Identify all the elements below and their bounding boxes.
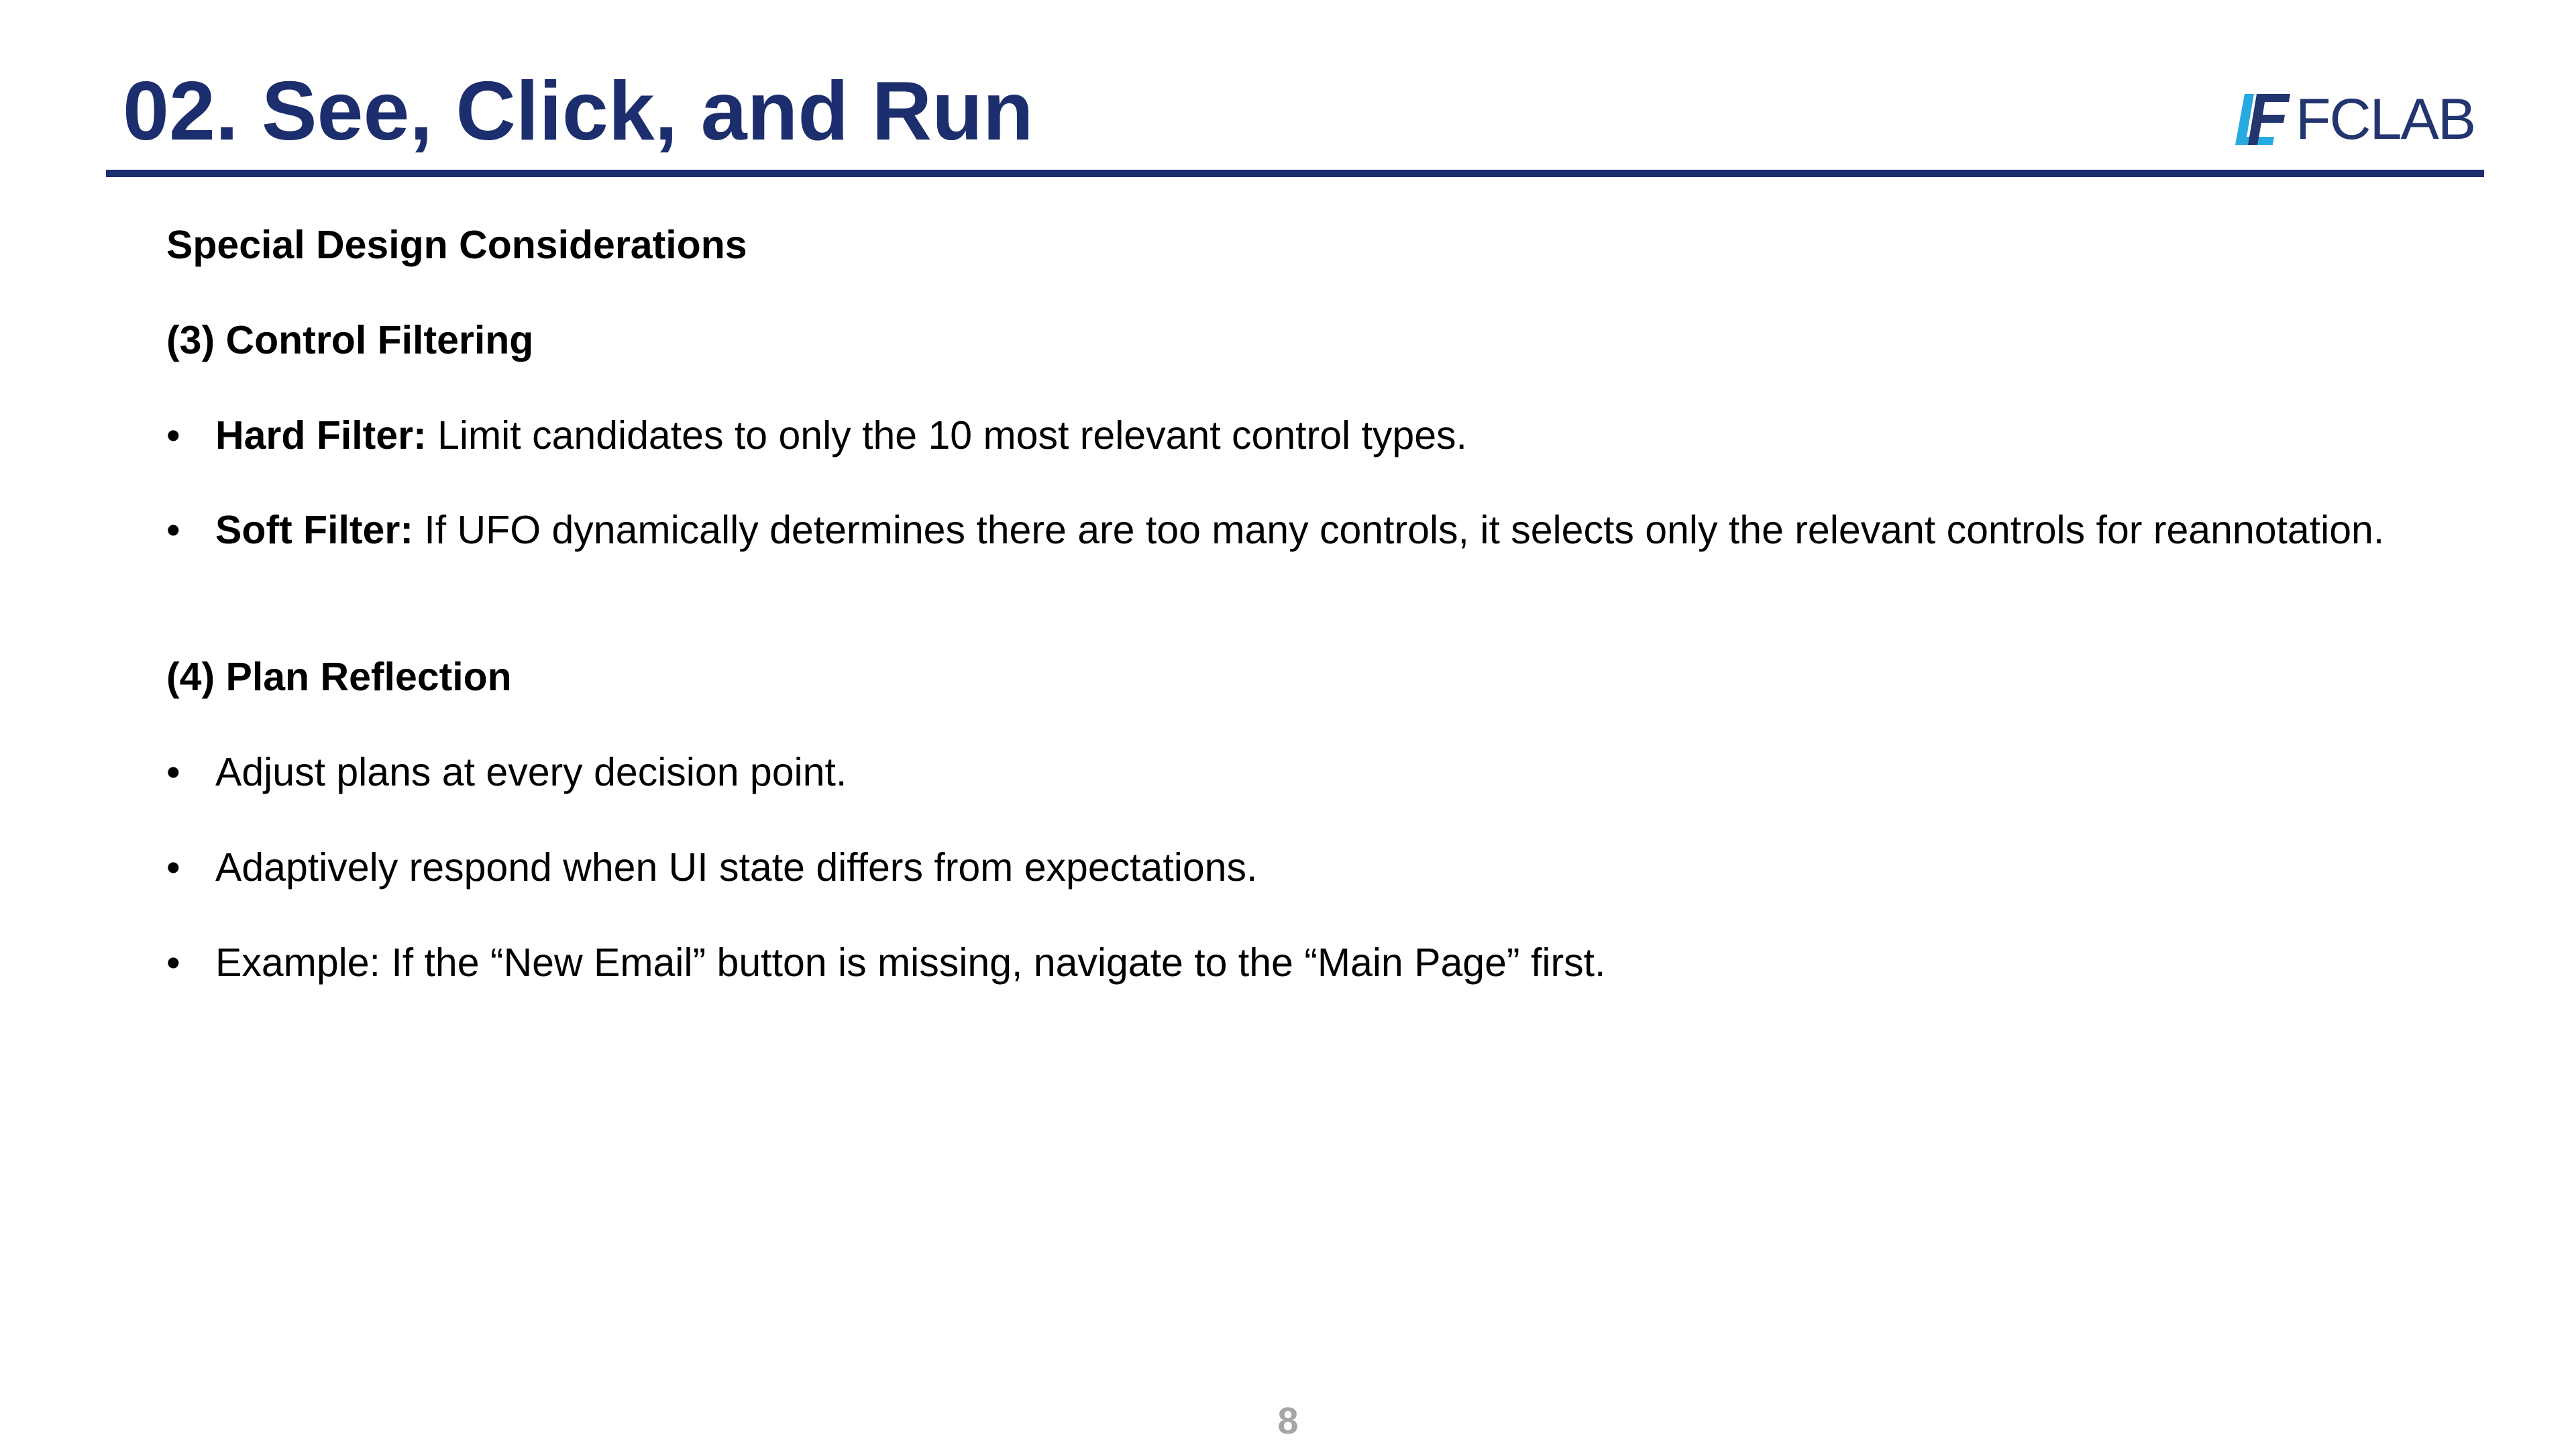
list-item [166, 844, 2447, 892]
bullet-point: • [166, 508, 180, 553]
bullet-point: • [166, 749, 180, 794]
slide-content [166, 221, 2447, 986]
section-title: Special Design Considerations [166, 223, 747, 267]
bullet-list-plan-reflection [166, 749, 2447, 986]
fclab-logo [2234, 87, 2475, 152]
title-divider [106, 170, 2484, 177]
bullet-term: Hard Filter: [215, 413, 427, 458]
bullet-point: • [166, 940, 180, 985]
bullet-point: • [166, 413, 180, 458]
bullet-text: Limit candidates to only the 10 most relevant control types. [426, 413, 1467, 458]
fclab-logo-icon [2234, 94, 2290, 145]
list-item [166, 412, 2447, 460]
list-item [166, 749, 2447, 796]
bullet-term: Soft Filter: [215, 508, 413, 553]
subsection-heading-control-filtering: (3) Control Filtering [166, 317, 534, 362]
bullet-text: Adaptively respond when UI state differs from expectations. [215, 845, 1258, 890]
bullet-text: Example: If the “New Email” button is missing, navigate to the “Main Page” first. [215, 940, 1606, 985]
bullet-text: If UFO dynamically determines there are too many controls, it selects only the relevant controls for reannotation. [413, 508, 2385, 553]
bullet-point: • [166, 845, 180, 890]
list-item [166, 506, 2447, 554]
slide-title: 02. See, Click, and Run [123, 65, 1034, 158]
bullet-list-control-filtering [166, 412, 2447, 555]
subsection-heading-plan-reflection: (4) Plan Reflection [166, 655, 512, 700]
bullet-text: Adjust plans at every decision point. [215, 749, 847, 794]
logo-text: FCLAB [2296, 87, 2475, 152]
list-item [166, 939, 2447, 987]
page-number: 8 [1277, 1399, 1299, 1442]
